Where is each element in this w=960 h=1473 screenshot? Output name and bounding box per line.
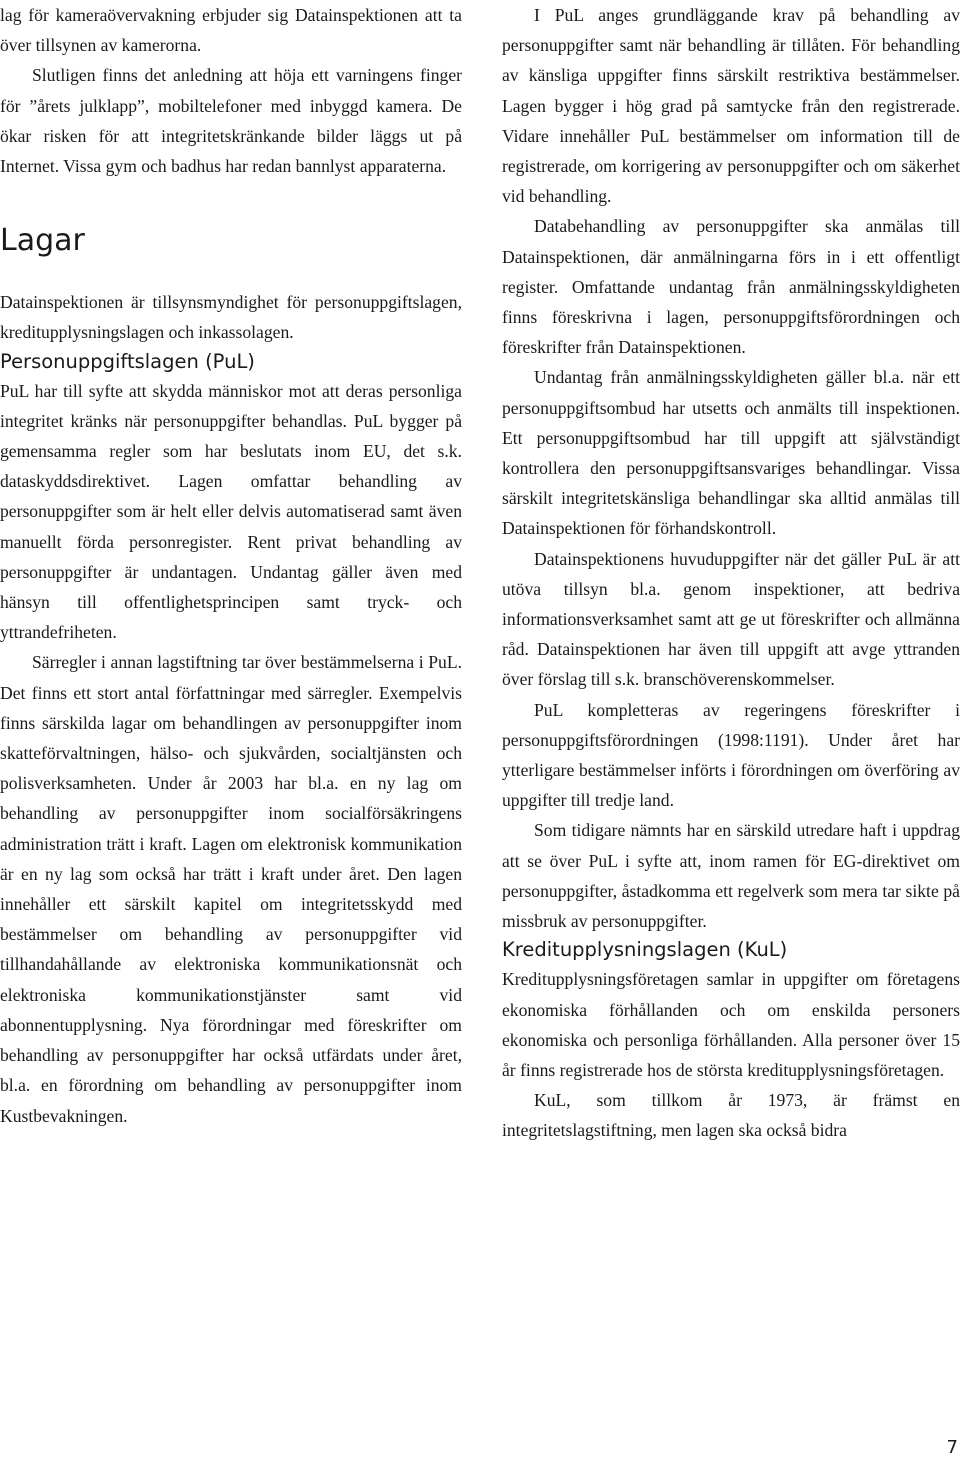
kul-paragraph-1: Kreditupplysningsföretagen samlar in uppgifter om företagens ekonomiska förhållanden och om enskilda personers ekonomiska och personliga förhållanden. Alla personer över 15 år finns registrerade hos de största kreditupplysningsföretagen. (502, 969, 960, 1080)
right-paragraph-6: Som tidigare nämnts har en särskild utredare haft i uppdrag att se över PuL i syfte att, inom ramen för EG-direktivet om personuppgifter, åstadkomma ett regelverk som mera tar sikte på missbruk av personuppgifter. (502, 820, 960, 932)
left-column (0, 0, 462, 1131)
kul-heading: Kreditupplysningslagen (KuL) (502, 938, 788, 962)
right-paragraph-4: Datainspektionens huvuduppgifter när det gäller PuL är att utöva tillsyn bl.a. genom inspektioner, att bedriva informationsverksamhet samt att ge ut föreskrifter och allmänna råd. Datainspektionen har även till uppgift att avge yttranden över förslag till s.k. branschöverenskommelser. (502, 548, 960, 690)
right-paragraph-2: Databehandling av personuppgifter ska anmälas till Datainspektionen, där anmälningarna förs in i ett offentligt register. Omfattande undantag från anmälningsskyldigheten finns föreskrivna i lagen, personuppgiftsförordningen och föreskrifter från Datainspektionen. (502, 216, 960, 358)
page-number: 7 (946, 1437, 958, 1458)
section-intro-paragraph: Datainspektionen är tillsynsmyndighet för personuppgiftslagen, kreditupplysningslagen och inkassolagen. (0, 292, 462, 343)
kul-paragraph-2: KuL, som tillkom år 1973, är främst en integritetslagstiftning, men lagen ska också bidra (502, 1090, 960, 1141)
intro-paragraph-1: lag för kameraövervakning erbjuder sig Datainspektionen att ta över tillsynen av kamerorna. (0, 5, 462, 56)
section-heading-lagar: Lagar (0, 223, 85, 259)
pul-paragraph-2: Särregler i annan lagstiftning tar över bestämmelserna i PuL. Det finns ett stort antal författningar med särregler. Exempelvis finns särskilda lagar om behandlingen av personuppgifter inom skatteförvaltningen, hälso- och sjukvården, socialtjänsten och polisverksamheten. Under år 2003 har bl.a. en ny lag om behandling av personuppgifter inom socialförsäkringens administration trätt i kraft. Lagen om elektronisk kommunikation är en ny lag som också har trätt i kraft under året. Den lagen innehåller ett särskilt kapitel om integritetsskydd med bestämmelser om behandling av personuppgifter vid tillhandahållande av elektroniska kommunikationsnät och elektroniska kommunikationstjänster samt vid abonnentupplysning. Nya förordningar med föreskrifter om behandling av personuppgifter har också utfärdats under året, bl.a. en förordning om behandling av personuppgifter inom Kustbevakningen. (0, 652, 462, 1126)
right-paragraph-1: I PuL anges grundläggande krav på behandling av personuppgifter samt när behandling är tillåten. För behandling av känsliga uppgifter finns särskilt restriktiva bestämmelser. Lagen bygger i hög grad på samtycke från den registrerade. Vidare innehåller PuL bestämmelser om information till de registrerade, om korrigering av personuppgifter och om säkerhet vid behandling. (502, 5, 960, 207)
pul-heading: Personuppgiftslagen (PuL) (0, 349, 255, 373)
right-column (502, 0, 960, 1146)
right-paragraph-3: Undantag från anmälningsskyldigheten gäller bl.a. när ett personuppgiftsombud har utsetts och anmälts till inspektionen. Ett personuppgiftsombud har till uppgift att självständigt kontrollera den personuppgiftsansvariges behandlingar. Vissa särskilt integritetskänsliga behandlingar ska alltid anmälas till Datainspektionen för förhandskontroll. (502, 367, 960, 539)
pul-paragraph-1: PuL har till syfte att skydda människor mot att deras personliga integritet kränks när personuppgifter behandlas. PuL bygger på gemensamma regler som har beslutats inom EU, det s.k. dataskyddsdirektivet. Lagen omfattar behandling av personuppgifter som är helt eller delvis automatiserad samt även manuellt förda personregister. Rent privat behandling av personuppgifter är undantagen. Undantag gäller även med hänsyn till offentlighetsprincipen samt tryck- och yttrandefriheten. (0, 380, 462, 643)
right-paragraph-5: PuL kompletteras av regeringens föreskrifter i personuppgiftsförordningen (1998:1191). Under året har ytterligare bestämmelser införts i förordningen om överföring av uppgifter till tredje land. (502, 699, 960, 811)
intro-paragraph-2: Slutligen finns det anledning att höja ett varningens finger för ”årets julklapp”, mobiltelefoner med inbyggd kamera. De ökar risken för att integritetskränkande bilder läggs ut på Internet. Vissa gym och badhus har redan bannlyst apparaterna. (0, 65, 462, 177)
